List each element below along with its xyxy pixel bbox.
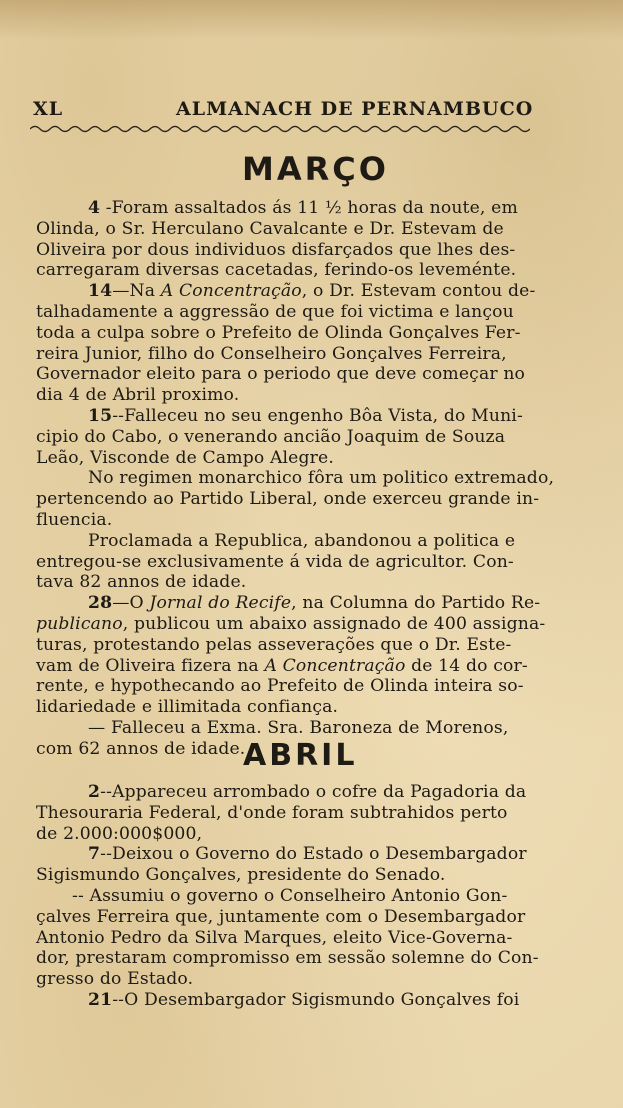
line-text: gresso do Estado. [36, 969, 194, 990]
line-text: reira Junior, filho do Conselheiro Gonçalves Ferreira, [36, 343, 507, 364]
abril-text-line [36, 844, 586, 865]
abril-text-line [36, 948, 586, 969]
abril-text-line [36, 928, 586, 949]
entry-day-number: 28 [88, 593, 113, 614]
marco-text-line [36, 240, 586, 261]
marco-text-line [36, 302, 586, 323]
line-text: lidariedade e illimitada confiança. [36, 697, 339, 718]
marco-text-line [36, 281, 586, 302]
line-text: — Falleceu a Exma. Sra. Baroneza de Morenos, [88, 717, 509, 738]
line-text: Oliveira por dous individuos disfarçados que lhes des- [36, 239, 516, 260]
line-text: No regimen monarchico fôra um politico extremado, [88, 468, 555, 489]
line-text: Leão, Visconde de Campo Alegre. [36, 447, 334, 468]
abril-text-line [36, 907, 586, 928]
marco-text-line [36, 468, 586, 489]
line-text: pertencendo ao Partido Liberal, onde exerceu grande in- [36, 489, 540, 510]
line-text: --Falleceu no seu engenho Bôa Vista, do Muni- [112, 405, 523, 426]
abril-entries [36, 782, 586, 1011]
page-number: XL [33, 98, 64, 120]
line-text: Antonio Pedro da Silva Marques, eleito Vice-Governa- [36, 927, 513, 948]
marco-text-line [36, 385, 586, 406]
marco-text-line [36, 489, 586, 510]
line-text: , o Dr. Estevam contou de- [301, 281, 536, 302]
marco-text-line [36, 219, 586, 240]
marco-entries [36, 198, 586, 760]
marco-text-line [36, 635, 586, 656]
section-heading-abril: ABRIL [243, 738, 358, 773]
marco-text-line [36, 676, 586, 697]
marco-text-line [36, 697, 586, 718]
almanac-title: ALMANACH DE PERNAMBUCO [176, 98, 534, 120]
wavy-divider [30, 124, 530, 134]
marco-text-line [36, 572, 586, 593]
line-text: de 2.000:000$000, [36, 823, 203, 844]
line-text: --Deixou o Governo do Estado o Desembargador [100, 844, 527, 865]
line-text: —O [112, 593, 150, 614]
entry-day-number: 4 [88, 198, 101, 218]
italic-title: publicano [36, 613, 123, 634]
line-text: çalves Ferreira que, juntamente com o Desembargador [36, 906, 526, 927]
marco-text-line [36, 364, 586, 385]
line-text: toda a culpa sobre o Prefeito de Olinda Gonçalves Fer- [36, 322, 521, 343]
line-text: turas, protestando pelas asseverações que o Dr. Este- [36, 634, 512, 655]
marco-text-line [36, 323, 586, 344]
italic-title: Jornal do Recife [149, 593, 292, 614]
page-torn-edge [0, 0, 623, 40]
line-text: --Appareceu arrombado o cofre da Pagadoria da [100, 782, 527, 802]
entry-day-number: 14 [88, 281, 113, 302]
marco-text-line [36, 198, 586, 219]
line-text: dia 4 de Abril proximo. [36, 385, 240, 406]
italic-title: A Concentração [264, 655, 406, 676]
marco-text-line [36, 656, 586, 677]
line-text: Thesouraria Federal, d'onde foram subtrahidos perto [36, 802, 508, 823]
marco-text-line [36, 593, 586, 614]
section-heading-marco: MARÇO [242, 150, 389, 188]
line-text: vam de Oliveira fizera na [36, 655, 265, 676]
entry-day-number: 7 [88, 844, 101, 865]
italic-title: A Concentração [160, 281, 302, 302]
line-text: com 62 annos de idade. [36, 738, 246, 759]
entry-day-number: 21 [88, 989, 113, 1010]
abril-text-line [36, 803, 586, 824]
line-text: dor, prestaram compromisso em sessão solemne do Con- [36, 948, 539, 969]
line-text: de 14 do cor- [405, 655, 528, 676]
marco-text-line [36, 614, 586, 635]
line-text: Governador eleito para o periodo que deve começar no [36, 364, 526, 385]
abril-text-line [36, 886, 586, 907]
line-text: talhadamente a aggressão de que foi victima e lançou [36, 301, 514, 322]
line-text: -- Assumiu o governo o Conselheiro Antonio Gon- [72, 885, 508, 906]
marco-text-line [36, 448, 586, 469]
abril-text-line [36, 865, 586, 886]
line-text: carregaram diversas cacetadas, ferindo-os leveménte. [36, 260, 517, 281]
abril-text-line [36, 990, 586, 1011]
entry-day-number: 2 [88, 782, 101, 802]
line-text: fluencia. [36, 509, 113, 530]
line-text: Proclamada a Republica, abandonou a politica e [88, 530, 516, 551]
entry-day-number: 15 [88, 405, 113, 426]
abril-text-line [36, 782, 586, 803]
line-text: , na Columna do Partido Re- [291, 593, 541, 614]
page-header [28, 96, 568, 126]
marco-text-line [36, 260, 586, 281]
line-text: tava 82 annos de idade. [36, 572, 247, 593]
marco-text-line [36, 406, 586, 427]
line-text: Sigismundo Gonçalves, presidente do Senado. [36, 865, 446, 886]
line-text: -Foram assaltados ás 11 ½ horas da noute, em [100, 198, 518, 218]
line-text: --O Desembargador Sigismundo Gonçalves foi [112, 989, 520, 1010]
line-text: entregou-se exclusivamente á vida de agricultor. Con- [36, 551, 514, 572]
abril-text-line [36, 969, 586, 990]
marco-text-line [36, 427, 586, 448]
line-text: , publicou um abaixo assignado de 400 assigna- [122, 613, 546, 634]
line-text: —Na [112, 281, 161, 302]
marco-text-line [36, 344, 586, 365]
marco-text-line [36, 718, 586, 739]
line-text: Olinda, o Sr. Herculano Cavalcante e Dr. Estevam de [36, 218, 504, 239]
marco-text-line [36, 552, 586, 573]
line-text: rente, e hypothecando ao Prefeito de Olinda inteira so- [36, 676, 524, 697]
line-text: cipio do Cabo, o venerando ancião Joaquim de Souza [36, 426, 506, 447]
marco-text-line [36, 531, 586, 552]
abril-text-line [36, 824, 586, 845]
marco-text-line [36, 510, 586, 531]
